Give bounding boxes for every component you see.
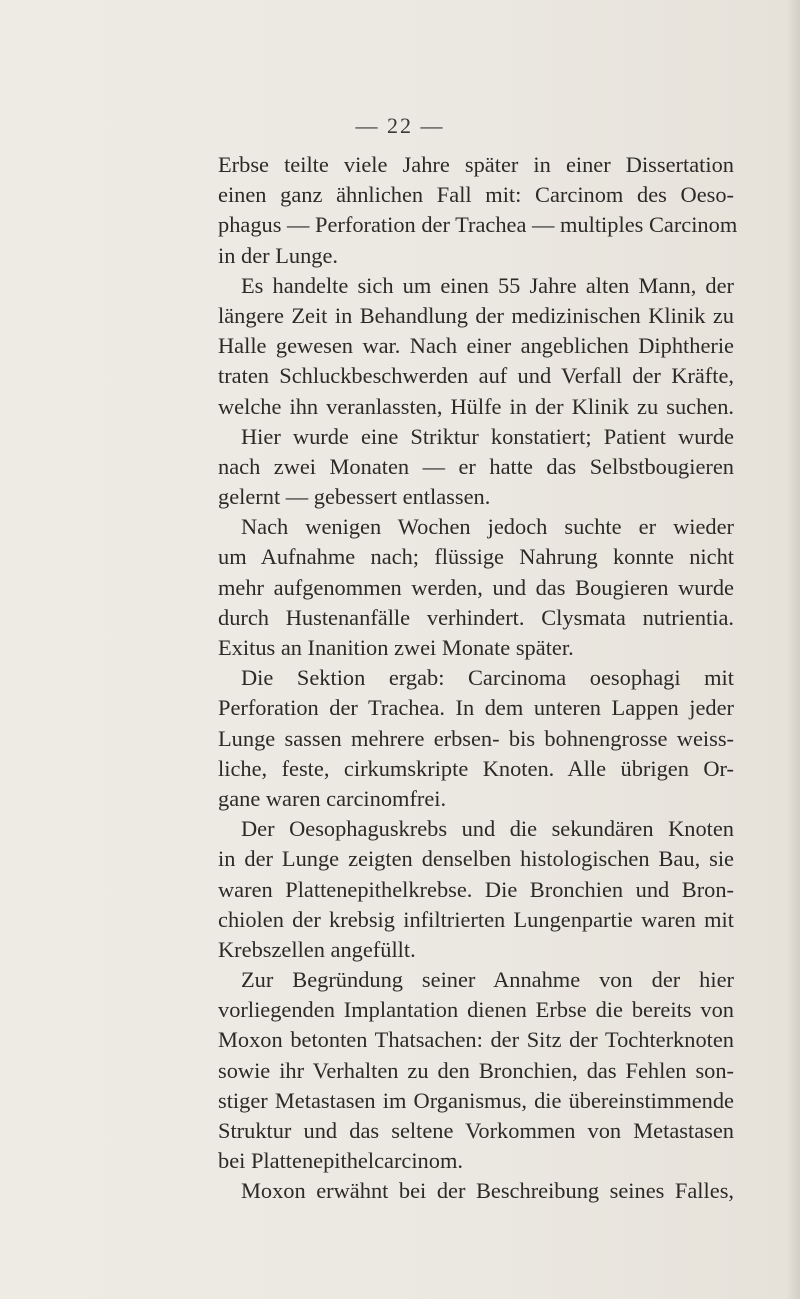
text-line: gelernt — gebessert entlassen.: [218, 484, 491, 510]
text-line: bei Plattenepithelcarcinom.: [218, 1148, 463, 1174]
text-line: Struktur und das seltene Vorkommen von Metastasen: [218, 1118, 734, 1143]
text-line: Halle gewesen war. Nach einer angeblichen Diphtherie: [218, 333, 734, 359]
text-line: in der Lunge.: [218, 242, 338, 268]
text-line: um Aufnahme nach; flüssige Nahrung konnte nicht: [218, 544, 734, 570]
body-text: [218, 150, 738, 1207]
text-line: nach zwei Monaten — er hatte das Selbstbougieren: [218, 453, 734, 479]
text-line: Der Oesophaguskrebs und die sekundären Knoten: [241, 816, 734, 842]
text-line: in der Lunge zeigten denselben histologischen Bau, sie: [218, 846, 734, 872]
text-line: sowie ihr Verhalten zu den Bronchien, das Fehlen son-: [218, 1057, 734, 1083]
text-line: vorliegenden Implantation dienen Erbse die bereits von: [218, 997, 734, 1023]
text-line: Perforation der Trachea. In dem unteren Lappen jeder: [218, 695, 734, 721]
text-line: mehr aufgenommen werden, und das Bougieren wurde: [218, 574, 734, 600]
text-line: Moxon erwähnt bei der Beschreibung seines Falles,: [241, 1178, 734, 1204]
text-line: durch Hustenanfälle verhindert. Clysmata nutrientia.: [218, 604, 734, 630]
text-line: Es handelte sich um einen 55 Jahre alten Mann, der: [241, 272, 734, 298]
text-line: welche ihn veranlassten, Hülfe in der Klinik zu suchen.: [218, 393, 734, 419]
text-line: einen ganz ähnlichen Fall mit: Carcinom des Oeso-: [218, 182, 734, 208]
text-line: liche, feste, cirkumskripte Knoten. Alle übrigen Or-: [218, 755, 734, 781]
text-line: phagus — Perforation der Trachea — multiples Carcinom: [218, 212, 738, 238]
text-line: Erbse teilte viele Jahre später in einer Dissertation: [218, 152, 734, 177]
text-line: Nach wenigen Wochen jedoch suchte er wieder: [241, 514, 734, 540]
text-line: stiger Metastasen im Organismus, die übereinstimmende: [218, 1087, 734, 1113]
text-line: Exitus an Inanition zwei Monate später.: [218, 635, 574, 660]
page-number: — 22 —: [355, 113, 445, 138]
text-line: gane waren carcinomfrei.: [218, 785, 447, 811]
text-line: Hier wurde eine Striktur konstatiert; Patient wurde: [241, 423, 734, 449]
text-line: längere Zeit in Behandlung der medizinischen Klinik zu: [218, 302, 734, 328]
page-edge-shadow: [786, 0, 800, 1299]
text-line: Die Sektion ergab: Carcinoma oesophagi mit: [241, 665, 734, 691]
text-line: Moxon betonten Thatsachen: der Sitz der Tochterknoten: [218, 1027, 734, 1053]
text-line: Lunge sassen mehrere erbsen- bis bohnengrosse weiss-: [218, 725, 734, 751]
text-line: Krebszellen angefüllt.: [218, 936, 416, 962]
text-line: chiolen der krebsig infiltrierten Lungenpartie waren mit: [218, 906, 734, 932]
text-line: Zur Begründung seiner Annahme von der hier: [241, 967, 734, 993]
text-line: traten Schluckbeschwerden auf und Verfall der Kräfte,: [218, 363, 734, 389]
text-line: waren Plattenepithelkrebse. Die Bronchien und Bron-: [218, 876, 734, 902]
